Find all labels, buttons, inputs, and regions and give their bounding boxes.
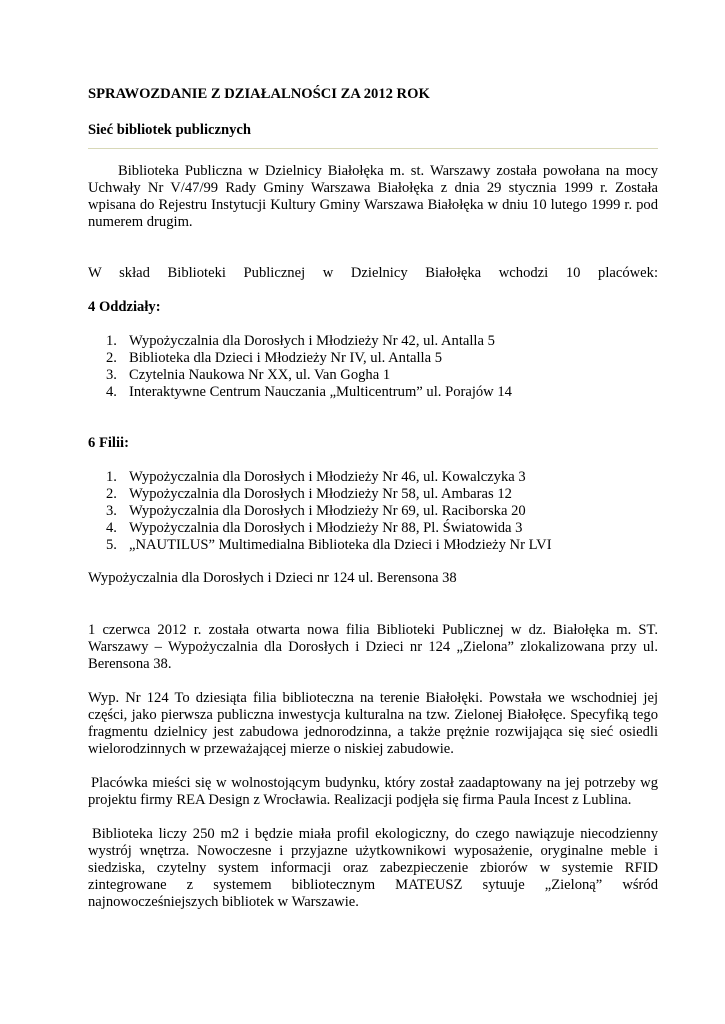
list-item-text: Wypożyczalnia dla Dorosłych i Młodzieży Nr 46, ul. Kowalczyka 3 [129,469,526,485]
area-paragraph: Biblioteka liczy 250 m2 i będzie miała profil ekologiczny, do czego nawiązuje niecodzienny wystrój wnętrza. Nowoczesne i przyjazne użytkownikowi wyposażenie, oryginalne meble i siedziska, czytelny system informacji oraz zabezpieczenie zbiorów w systemie RFID zintegrowane z systemem bibliotecznym MATEUSZ sytuuje „Zieloną” wśród najnowocześniejszych bibliotek w Warszawie. [88,826,658,910]
document-title: SPRAWOZDANIE Z DZIAŁALNOŚCI ZA 2012 ROK [88,86,430,102]
branches-list [88,469,658,554]
branches-heading: 6 Filii: [88,435,129,451]
list-item-text: Wypożyczalnia dla Dorosłych i Młodzieży Nr 88, Pl. Światowida 3 [129,520,523,536]
list-item-number: 2. [106,350,117,366]
section-divider [88,148,658,149]
departments-list [88,333,658,401]
list-item-number: 2. [106,486,117,502]
list-item-number: 4. [106,520,117,536]
section-subtitle: Sieć bibliotek publicznych [88,122,251,138]
list-item-text: Interaktywne Centrum Nauczania „Multicentrum” ul. Porajów 14 [129,384,512,400]
composition-paragraph: W skład Biblioteki Publicznej w Dzielnicy Białołęka wchodzi 10 placówek: [88,265,658,281]
list-item [88,503,658,520]
list-item-text: Wypożyczalnia dla Dorosłych i Młodzieży Nr 69, ul. Raciborska 20 [129,503,526,519]
list-item-number: 1. [106,333,117,349]
list-item [88,537,658,554]
list-item [88,486,658,503]
list-item-text: Czytelnia Naukowa Nr XX, ul. Van Gogha 1 [129,367,391,383]
list-item-text: Wypożyczalnia dla Dorosłych i Młodzieży Nr 58, ul. Ambaras 12 [129,486,512,502]
opening-paragraph: 1 czerwca 2012 r. została otwarta nowa filia Biblioteki Publicznej w dz. Białołęka m. ST. Warszawy – Wypożyczalnia dla Dorosłych i Dzieci nr 124 „Zielona” zlokalizowana przy ul. Berensona 38. [88,622,658,672]
list-item-text: „NAUTILUS” Multimedialna Biblioteka dla Dzieci i Młodzieży Nr LVI [129,537,552,553]
list-item-text: Wypożyczalnia dla Dorosłych i Młodzieży Nr 42, ul. Antalla 5 [129,333,495,349]
building-paragraph: Placówka mieści się w wolnostojącym budynku, który został zaadaptowany na jej potrzeby wg projektu firmy REA Design z Wrocławia. Realizacji podjęła się firma Paula Incest z Lublina. [88,775,658,808]
list-item [88,469,658,486]
departments-heading: 4 Oddziały: [88,299,161,315]
list-item-number: 3. [106,367,117,383]
list-item-number: 1. [106,469,117,485]
list-item-text: Biblioteka dla Dzieci i Młodzieży Nr IV, ul. Antalla 5 [129,350,443,366]
list-item-number: 4. [106,384,117,400]
list-item-number: 5. [106,537,117,553]
list-item [88,367,658,384]
document-page [88,86,658,911]
list-item [88,520,658,537]
intro-paragraph: Biblioteka Publiczna w Dzielnicy Białołęka m. st. Warszawy została powołana na mocy Uchwały Nr V/47/99 Rady Gminy Warszawa Białołęka z dnia 29 stycznia 1999 r. Została wpisana do Rejestru Instytucji Kultury Gminy Warszawa Białołęka w dniu 10 lutego 1999 r. pod numerem drugim. [88,163,658,230]
list-item [88,333,658,350]
wyp124-paragraph: Wyp. Nr 124 To dziesiąta filia biblioteczna na terenie Białołęki. Powstała we wschodniej jej części, jako pierwsza publiczna inwestycja kulturalna na tzw. Zielonej Białołęce. Specyfiką tego fragmentu dzielnicy jest zabudowa jednorodzinna, a także prężnie rozwijająca się sieć osiedli wielorodzinnych w przeważającej mierze o niskiej zabudowie. [88,690,658,757]
list-item-number: 3. [106,503,117,519]
list-item [88,350,658,367]
list-item [88,384,658,401]
extra-branch-line: Wypożyczalnia dla Dorosłych i Dzieci nr 124 ul. Berensona 38 [88,570,457,586]
